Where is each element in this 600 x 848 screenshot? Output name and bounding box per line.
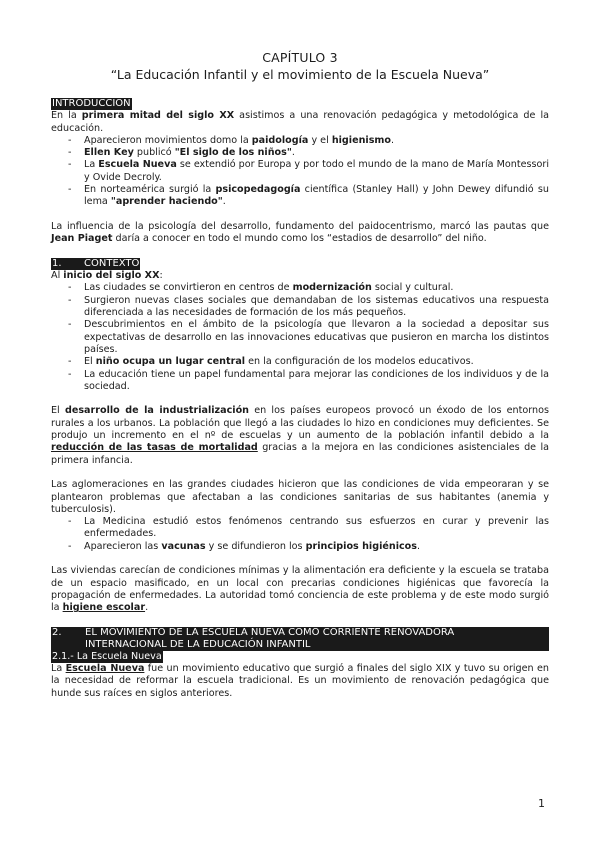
text-run: Las ciudades se convirtieron en centros de: [84, 282, 293, 294]
text-run: En norteamérica surgió la: [84, 184, 216, 196]
text-run: Las aglomeraciones en las grandes ciudades hicieron que las condiciones de vida empeoraran y se plantearon problemas que afectaban a las condiciones sanitarias de sus habitantes (anemia y tuberculosis).: [51, 479, 549, 515]
text-run: El: [51, 405, 65, 417]
context-lead: [51, 270, 549, 282]
text-run: .: [391, 134, 395, 146]
text-run: Ellen Key: [84, 147, 134, 159]
document-body: [51, 98, 549, 700]
list-item: [84, 159, 549, 184]
text-run: fue un movimiento educativo que surgió a finales del siglo XIX y tuvo su origen en la necesidad de reformar la escuela tradicional. Es un movimiento de renovación pedagógica que hunde sus raíces en siglos anteriores.: [51, 663, 549, 699]
text-run: y se difundieron los: [205, 540, 306, 552]
text-run: social y cultural.: [371, 282, 454, 294]
chapter-subtitle: “La Educación Infantil y el movimiento de la Escuela Nueva”: [110, 67, 490, 82]
section2-heading-line1: [52, 627, 548, 639]
text-run: Aparecieron las: [84, 540, 162, 552]
page-number: 1: [538, 797, 545, 810]
list-item: [84, 369, 549, 394]
section2-heading: [51, 627, 549, 651]
text-run: niño ocupa un lugar central: [95, 356, 246, 368]
text-run: primera mitad del siglo XX: [81, 110, 235, 122]
text-run: paidología: [251, 134, 309, 146]
list-item: [84, 356, 549, 368]
text-run: higienismo: [331, 134, 392, 146]
text-run: .: [417, 540, 421, 552]
intro-paragraph-1: [51, 110, 549, 135]
context-heading-number: 1.: [52, 257, 62, 269]
section2-heading-line2: INTERNACIONAL DE LA EDUCACIÓN INFANTIL: [85, 638, 311, 650]
text-run: Al: [51, 270, 64, 282]
list-item: [84, 184, 549, 209]
context-heading: [51, 258, 140, 270]
text-run: publicó: [133, 147, 175, 159]
list-item: [84, 282, 549, 294]
text-run: :: [159, 270, 163, 282]
text-run: "aprender haciendo": [110, 196, 223, 208]
text-run: psicopedagogía: [215, 184, 301, 196]
text-run: gracias a la mejora en las condiciones asistenciales de la primera infancia.: [51, 442, 550, 466]
text-run: se extendió por Europa y por todo el mundo de la mano de María Montessori y Ovide Decroly.: [84, 159, 549, 183]
text-run: vacunas: [161, 540, 206, 552]
escuela-nueva-paragraph: [51, 663, 549, 700]
text-run: La educación tiene un papel fundamental para mejorar las condiciones de los individuos y de la sociedad.: [84, 368, 549, 392]
text-run: en los países europeos provocó un éxodo de los entornos rurales a los urbanos. La población que llegó a las ciudades lo hizo en condiciones muy deficientes. Se produjo un incremento en el nº de escuelas y un aumento de la población infantil debido a la: [51, 405, 549, 442]
section2-heading-number: 2.: [52, 626, 62, 638]
text-run: inicio del siglo XX: [63, 270, 160, 282]
text-run: En la: [51, 110, 82, 122]
text-run: .: [145, 602, 149, 614]
text-run: Las viviendas carecían de condiciones mínimas y la alimentación era deficiente y la escuela se trataba de un espacio masificado, en un local con precarias condiciones higiénicas que favorecía la propagación de enfermedades. La autoridad tomó conciencia de este problema y de este modo surgió la: [51, 565, 549, 614]
intro-paragraph-2: [51, 221, 549, 246]
list-item: [84, 135, 549, 147]
text-run: Jean Piaget: [51, 233, 113, 245]
subsection-2-1-heading: 2.1.- La Escuela Nueva: [52, 650, 162, 662]
text-run: "El siglo de los niños": [174, 147, 292, 159]
text-run: La: [84, 159, 99, 171]
text-run: .: [222, 196, 226, 208]
list-item: [84, 541, 549, 553]
section2-heading-line1-text: EL MOVIMIENTO DE LA ESCUELA NUEVA COMO CORRIENTE RENOVADORA: [85, 626, 455, 638]
context-heading-text: CONTEXTO: [84, 257, 140, 269]
list-item: [84, 147, 549, 159]
intro-bullet-list: [51, 135, 549, 209]
agglomerations-paragraph: [51, 479, 549, 516]
list-item: [84, 295, 549, 320]
text-run: daría a conocer en todo el mundo como los “estadios de desarrollo” del niño.: [112, 233, 487, 245]
text-run: Surgieron nuevas clases sociales que demandaban de los sistemas educativos una respuesta diferenciada a las necesidades de formación de los más pequeños.: [84, 294, 549, 319]
text-run: Descubrimientos en el ámbito de la psicología que llevaron a la sociedad a depositar sus expectativas de desarrollo en las innovaciones educativas que pusieron en marcha los distintos países.: [84, 319, 549, 355]
chapter-title: CAPÍTULO 3: [262, 50, 338, 65]
text-run: desarrollo de la industrialización: [64, 405, 250, 417]
text-run: modernización: [292, 282, 372, 294]
text-run: higiene escolar: [62, 602, 146, 614]
text-run: Escuela Nueva: [65, 663, 145, 675]
housing-paragraph: [51, 565, 549, 614]
text-run: El: [84, 356, 96, 368]
text-run: principios higiénicos: [305, 540, 417, 552]
text-run: La Medicina estudió estos fenómenos centrando sus esfuerzos en curar y prevenir las enfermedades.: [84, 516, 549, 540]
text-run: asistimos a una renovación pedagógica y metodológica de la educación.: [51, 110, 549, 134]
text-run: La: [51, 663, 66, 675]
intro-heading: INTRODUCCION: [52, 98, 131, 109]
text-run: reducción de las tasas de mortalidad: [51, 442, 258, 454]
text-run: Escuela Nueva: [98, 159, 177, 171]
text-run: La influencia de la psicología del desarrollo, fundamento del paidocentrismo, marcó las pautas que: [51, 220, 549, 232]
chapter-title-block: [0, 50, 600, 83]
text-run: Aparecieron movimientos domo la: [84, 134, 252, 146]
text-run: .: [291, 147, 295, 159]
list-item: [84, 516, 549, 541]
text-run: y el: [308, 134, 332, 146]
industrialization-paragraph: [51, 405, 549, 466]
text-run: científica (Stanley Hall) y John Dewey difundió su lema: [84, 184, 549, 208]
list-item: [84, 319, 549, 356]
text-run: en la configuración de los modelos educativos.: [245, 356, 474, 368]
context-bullet-list: [51, 282, 549, 393]
health-bullet-list: [51, 516, 549, 553]
